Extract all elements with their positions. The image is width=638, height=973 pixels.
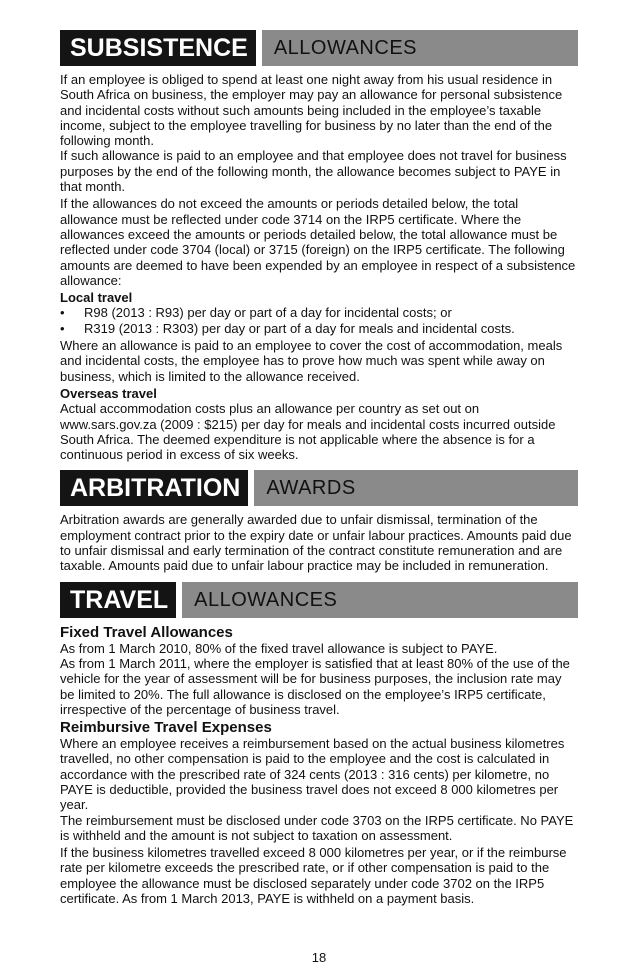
reimbursive-para-2: The reimbursement must be disclosed under code 3703 on the IRP5 certificate. No PAYE is withheld and the amount is not subject to taxation on assessment. [60, 812, 574, 843]
arbitration-banner [60, 470, 578, 506]
subsistence-banner [60, 30, 578, 66]
travel-subtitle: ALLOWANCES [182, 582, 578, 618]
arbitration-subtitle: AWARDS [254, 470, 578, 506]
local-travel-heading: Local travel [60, 290, 133, 306]
reimbursive-travel-heading: Reimbursive Travel Expenses [60, 719, 272, 737]
overseas-travel-heading: Overseas travel [60, 385, 157, 401]
overseas-travel-para: Actual accommodation costs plus an allowance per country as set out on www.sars.gov.za (2009 : $215) per day for meals and incidental costs incurred outside South Africa. The deemed expenditure is not applicable where the absence is for a continuous period in excess of six weeks. [60, 401, 556, 463]
arbitration-title: ARBITRATION [60, 470, 248, 506]
reimbursive-para-1: Where an employee receives a reimbursement based on the actual business kilometres travelled, no other compensation is paid to the employee and the cost is calculated in accordance with the prescribed rate of 324 cents (2013 : 316 cents) per kilometre, no PAYE is deductible, provided the business travel does not exceed 8 000 kilometres per year. [60, 736, 565, 813]
travel-title: TRAVEL [60, 582, 176, 618]
reimbursive-para-3: If the business kilometres travelled exceed 8 000 kilometres per year, or if the reimburse rate per kilometre exceeds the prescribed rate, or if other compensation is paid to the employee the allowance must be disclosed separately under code 3702 on the IRP5 certificate. As from 1 March 2013, PAYE is withheld on a payment basis. [60, 845, 567, 907]
subsistence-subtitle: ALLOWANCES [262, 30, 578, 66]
page-number: 18 [311, 950, 327, 965]
subsistence-para-1: If an employee is obliged to spend at least one night away from his usual residence in South Africa on business, the employer may pay an allowance for personal subsistence and incidental costs without such amounts being included in the employee’s taxable income, subject to the employee travelling for business by no later than the end of the following month. [60, 72, 563, 149]
subsistence-section [60, 30, 578, 462]
page-content [60, 30, 578, 914]
subsistence-para-2: If such allowance is paid to an employee and that employee does not travel for business purposes by the end of the following month, the allowance becomes subject to PAYE in that month. [60, 148, 567, 195]
list-item: • R319 (2013 : R303) per day or part of a day for meals and incidental costs. [60, 321, 578, 336]
travel-banner [60, 582, 578, 618]
list-item: • R98 (2013 : R93) per day or part of a day for incidental costs; or [60, 305, 578, 320]
local-travel-para: Where an allowance is paid to an employee to cover the cost of accommodation, meals and incidental costs, the employee has to prove how much was spent while away on business, which is limited to the allowance received. [60, 338, 563, 384]
subsistence-title: SUBSISTENCE [60, 30, 256, 66]
subsistence-para-3: If the allowances do not exceed the amounts or periods detailed below, the total allowance must be reflected under code 3714 on the IRP5 certificate. Where the allowances exceed the amounts or periods detailed below, the total allowance must be reflected under code 3704 (local) or 3715 (foreign) on the IRP5 certificate. The following amounts are deemed to have been expended by an employee in respect of a subsistence allowance: [60, 196, 576, 288]
fixed-travel-heading: Fixed Travel Allowances [60, 623, 233, 641]
arbitration-section [60, 470, 578, 573]
travel-section [60, 582, 578, 907]
fixed-travel-para-1: As from 1 March 2010, 80% of the fixed travel allowance is subject to PAYE. [60, 640, 498, 656]
fixed-travel-para-2: As from 1 March 2011, where the employer is satisfied that at least 80% of the use of the vehicle for the year of assessment will be for business purposes, the inclusion rate may be limited to 20%. The full allowance is disclosed on the employee’s IRP5 certificate, irrespective of the percentage of business travel. [60, 655, 570, 717]
local-travel-list [60, 305, 578, 336]
arbitration-para: Arbitration awards are generally awarded due to unfair dismissal, termination of the employment contract prior to the expiry date or unfair labour practices. Amounts paid due to unfair dismissal and early termination of the contract constitute remuneration and are taxable. Amounts paid due to unfair labour practice may be included in remuneration. [60, 512, 572, 574]
